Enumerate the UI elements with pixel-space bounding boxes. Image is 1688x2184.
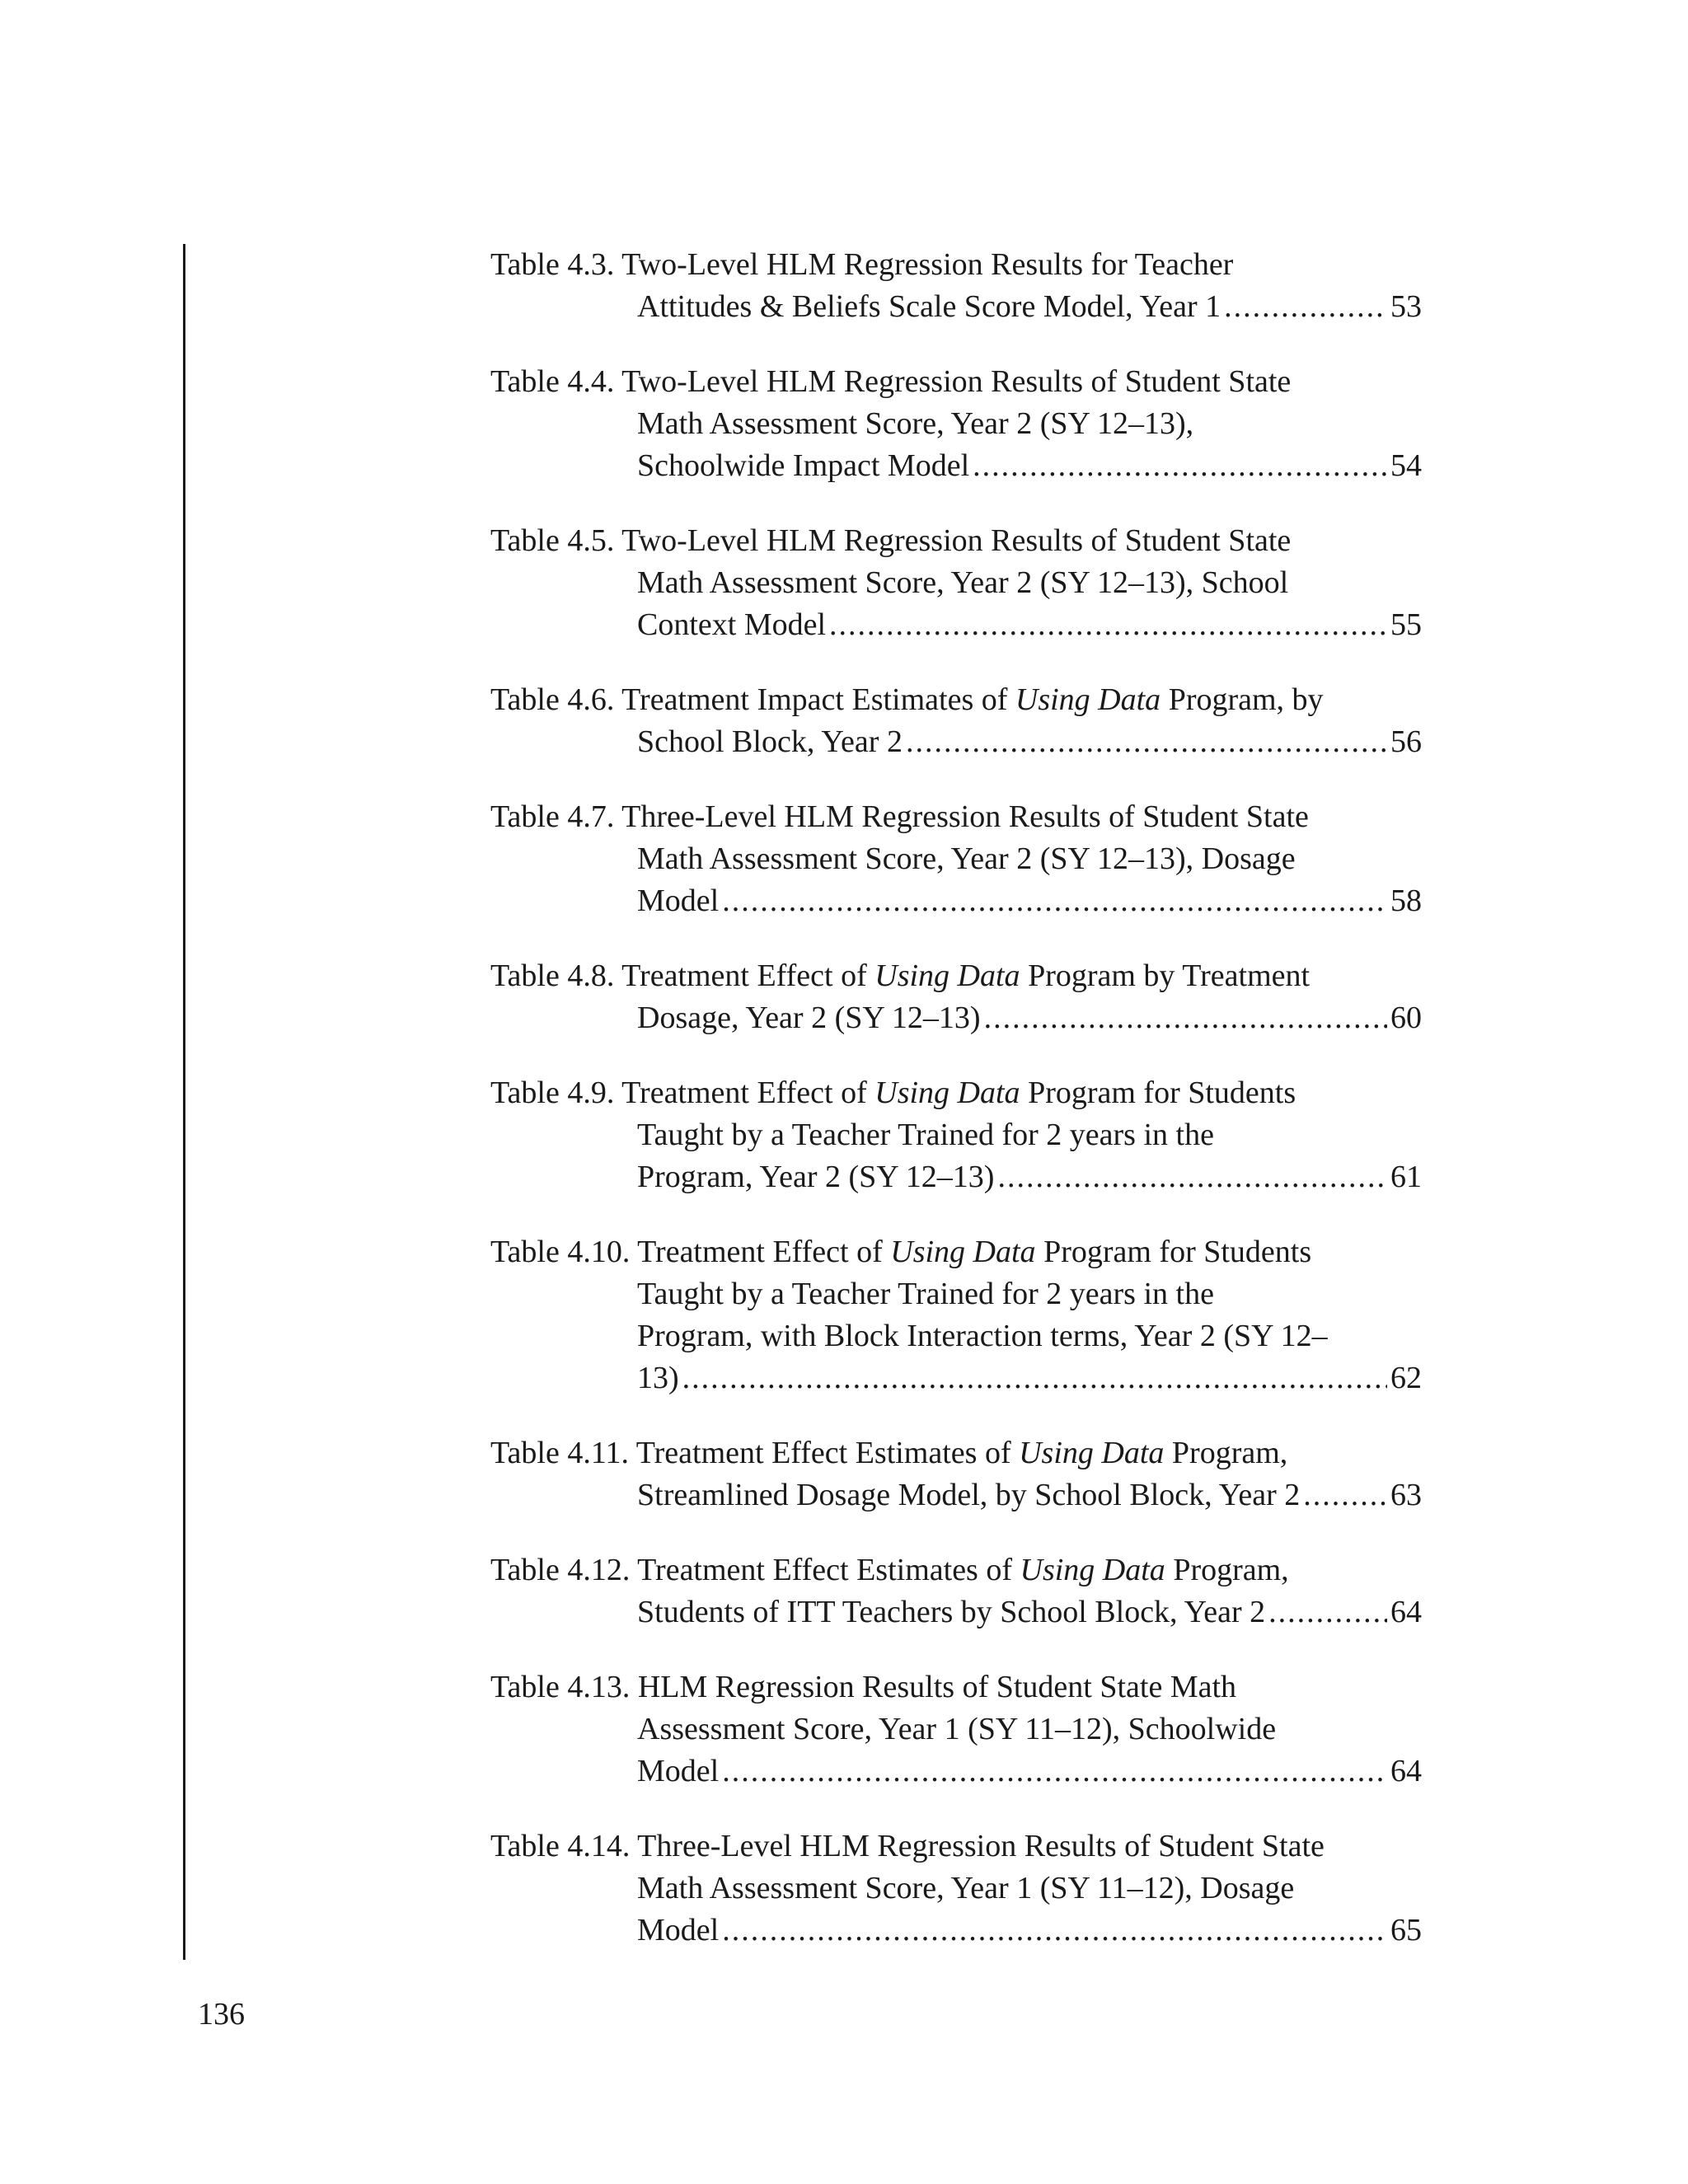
entry-last-line: Schoolwide Impact Model ..... 54 [490, 445, 1422, 487]
entry-continuation-line: Assessment Score, Year 1 (SY 11–12), Schoolwide [637, 1712, 1277, 1746]
toc-entry-table-4-13[interactable] [490, 1666, 1422, 1793]
page-ref[interactable]: 64 [1390, 1595, 1422, 1629]
page-ref[interactable]: 58 [1390, 883, 1422, 918]
entry-first-line: Table 4.8. Treatment Effect of Using Data Program by Treatment [490, 958, 1311, 993]
page-number: 136 [198, 1997, 245, 2032]
entry-continuation-line: Math Assessment Score, Year 2 (SY 12–13), [637, 406, 1194, 441]
leader-dots [984, 997, 1387, 1039]
toc-entry-table-4-4[interactable] [490, 361, 1422, 487]
page-ref[interactable]: 62 [1390, 1361, 1422, 1395]
list-of-tables [490, 244, 1422, 1985]
entry-first-line: Table 4.11. Treatment Effect Estimates of Using Data Program, [490, 1436, 1288, 1470]
page-ref[interactable]: 65 [1390, 1913, 1422, 1947]
entry-first-line: Table 4.13. HLM Regression Results of Student State Math [490, 1670, 1237, 1704]
toc-entry-table-4-6[interactable] [490, 679, 1422, 763]
leader-dots [1303, 1474, 1387, 1516]
entry-first-line: Table 4.5. Two-Level HLM Regression Results of Student State [490, 523, 1292, 558]
leader-dots [722, 1750, 1387, 1793]
toc-entry-table-4-3[interactable] [490, 244, 1422, 328]
entry-last-line: Context Model ..... 55 [490, 604, 1422, 646]
entry-last-line: Program, Year 2 (SY 12–13) ..... 61 [490, 1156, 1422, 1198]
page-ref[interactable]: 60 [1390, 1001, 1422, 1035]
toc-entry-table-4-7[interactable] [490, 796, 1422, 922]
leader-dots [722, 880, 1387, 922]
entry-first-line: Table 4.6. Treatment Impact Estimates of Using Data Program, by [490, 682, 1324, 717]
entry-first-line: Table 4.10. Treatment Effect of Using Data Program for Students [490, 1235, 1312, 1269]
leader-dots [973, 445, 1387, 487]
page-ref[interactable]: 54 [1390, 448, 1422, 483]
entry-last-line: Model ..... 64 [490, 1750, 1422, 1793]
leader-dots [906, 721, 1387, 763]
entry-first-line: Table 4.9. Treatment Effect of Using Data Program for Students [490, 1076, 1296, 1110]
page-ref[interactable]: 61 [1390, 1160, 1422, 1194]
toc-entry-table-4-8[interactable] [490, 955, 1422, 1039]
page-ref[interactable]: 53 [1390, 289, 1422, 324]
entry-first-line: Table 4.4. Two-Level HLM Regression Results of Student State [490, 364, 1292, 399]
leader-dots [1268, 1591, 1387, 1633]
page-ref[interactable]: 64 [1390, 1754, 1422, 1788]
toc-entry-table-4-12[interactable] [490, 1549, 1422, 1633]
entry-last-line: Model ..... 58 [490, 880, 1422, 922]
page-ref[interactable]: 56 [1390, 724, 1422, 759]
entry-first-line: Table 4.12. Treatment Effect Estimates of Using Data Program, [490, 1553, 1289, 1587]
entry-continuation-line: Math Assessment Score, Year 2 (SY 12–13), Dosage [637, 841, 1296, 876]
toc-entry-table-4-5[interactable] [490, 520, 1422, 646]
entry-first-line: Table 4.3. Two-Level HLM Regression Results for Teacher [490, 247, 1234, 282]
entry-last-line: School Block, Year 2 ..... 56 [490, 721, 1422, 763]
toc-entry-table-4-11[interactable] [490, 1432, 1422, 1516]
leader-dots [997, 1156, 1387, 1198]
toc-entry-table-4-14[interactable] [490, 1825, 1422, 1952]
entry-continuation-line: Program, with Block Interaction terms, Year 2 (SY 12– [637, 1319, 1328, 1353]
entry-last-line: Dosage, Year 2 (SY 12–13) ..... 60 [490, 997, 1422, 1039]
entry-last-line: 13) ..... 62 [490, 1357, 1422, 1399]
entry-last-line: Attitudes & Beliefs Scale Score Model, Year 1 ..... 53 [490, 286, 1422, 328]
page-ref[interactable]: 63 [1390, 1478, 1422, 1512]
page-ref[interactable]: 55 [1390, 607, 1422, 642]
entry-last-line: Students of ITT Teachers by School Block, Year 2 ..... 64 [490, 1591, 1422, 1633]
margin-rule [183, 244, 185, 1960]
leader-dots [722, 1910, 1387, 1952]
toc-entry-table-4-10[interactable] [490, 1231, 1422, 1399]
entry-continuation-line: Taught by a Teacher Trained for 2 years in the [637, 1277, 1214, 1311]
entry-last-line: Streamlined Dosage Model, by School Block, Year 2 ..... 63 [490, 1474, 1422, 1516]
entry-continuation-line: Taught by a Teacher Trained for 2 years in the [637, 1118, 1214, 1152]
entry-continuation-line: Math Assessment Score, Year 2 (SY 12–13), School [637, 565, 1289, 600]
leader-dots [1224, 286, 1387, 328]
entry-first-line: Table 4.7. Three-Level HLM Regression Results of Student State [490, 799, 1309, 834]
toc-entry-table-4-9[interactable] [490, 1072, 1422, 1198]
entry-continuation-line: Math Assessment Score, Year 1 (SY 11–12), Dosage [637, 1871, 1295, 1905]
entry-first-line: Table 4.14. Three-Level HLM Regression Results of Student State [490, 1829, 1325, 1863]
leader-dots [682, 1357, 1387, 1399]
entry-last-line: Model ..... 65 [490, 1910, 1422, 1952]
leader-dots [829, 604, 1387, 646]
